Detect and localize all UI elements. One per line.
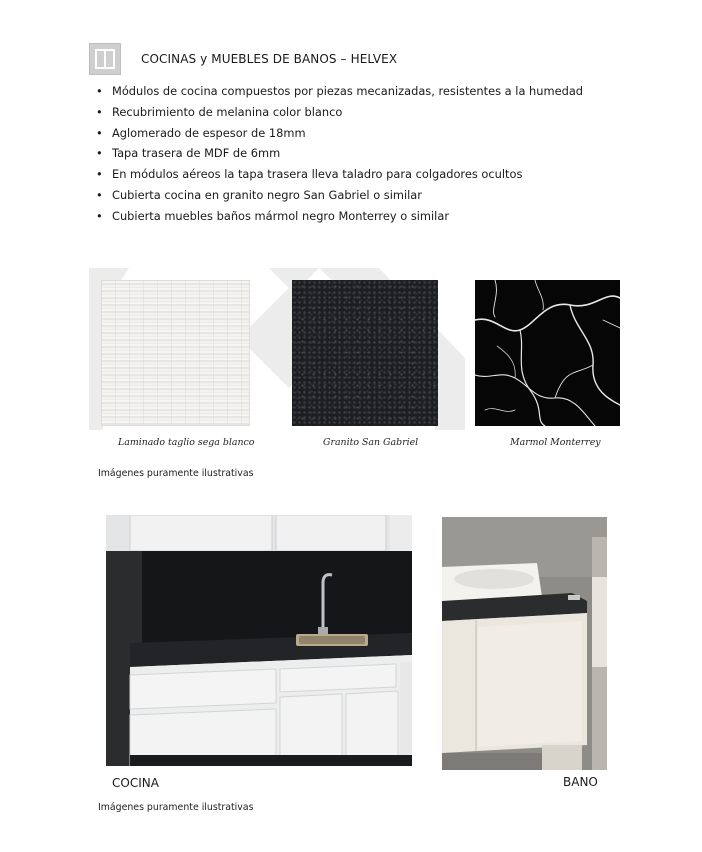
page-title: COCINAS y MUEBLES DE BANOS – HELVEX: [141, 52, 398, 66]
spec-item: • En módulos aéreos la tapa trasera lleva taladro para colgadores ocultos: [96, 167, 583, 188]
spec-list: [96, 84, 583, 230]
granite-swatch: [292, 280, 438, 426]
illustrative-note: Imágenes puramente ilustrativas: [98, 802, 254, 813]
laminate-swatch: [101, 280, 250, 426]
granite-caption: Granito San Gabriel: [323, 437, 419, 448]
spec-item: • Módulos de cocina compuestos por piezas mecanizadas, resistentes a la humedad: [96, 84, 583, 105]
marble-swatch: [475, 280, 620, 426]
marble-caption: Marmol Monterrey: [510, 437, 601, 448]
spec-item: • Cubierta cocina en granito negro San Gabriel o similar: [96, 188, 583, 209]
bath-label: BANO: [563, 775, 598, 789]
house-logo-icon: [89, 43, 121, 75]
laminate-caption: Laminado taglio sega blanco: [118, 437, 255, 448]
bathroom-photo: [442, 517, 607, 770]
illustrative-note: Imágenes puramente ilustrativas: [98, 468, 254, 479]
spec-item: • Recubrimiento de melanina color blanco: [96, 105, 583, 126]
spec-item: • Cubierta muebles baños mármol negro Monterrey o similar: [96, 209, 583, 230]
spec-item: • Aglomerado de espesor de 18mm: [96, 126, 583, 147]
spec-item: • Tapa trasera de MDF de 6mm: [96, 146, 583, 167]
kitchen-photo: [106, 515, 412, 766]
kitchen-label: COCINA: [112, 776, 159, 790]
